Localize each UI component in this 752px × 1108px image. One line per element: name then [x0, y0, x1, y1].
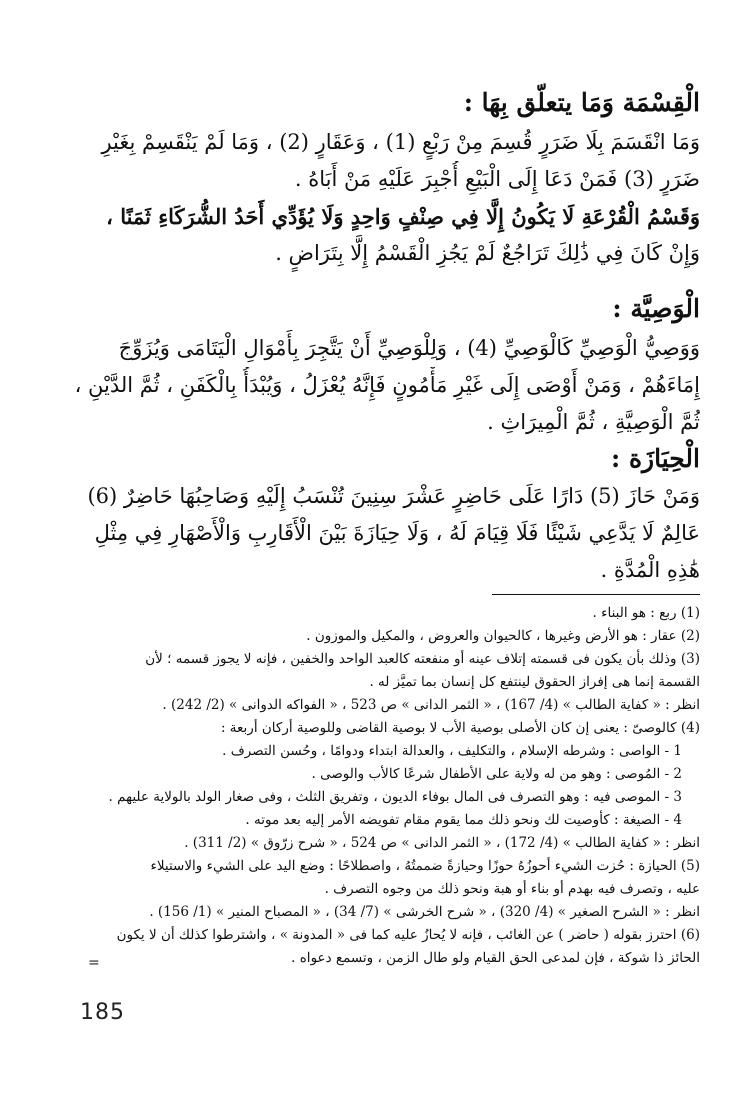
- footnote-divider: [492, 594, 700, 595]
- text-line: وَوَصِيُّ الْوَصِيِّ كَالْوَصِيِّ (4) ، وَلِلْوَصِيِّ أَنْ يَتَّجِرَ بِأَمْوَالِ الْيَتَامَى وَيُزَوِّجَ: [118, 336, 700, 360]
- footnote-reference: انظر : « الشرح الصغير » (4/ 320) ، « شرح الخرشى » (7/ 34) ، « المصباح المنير » (1/ 156) .: [149, 904, 700, 920]
- footnote-reference: انظر : « كفاية الطالب » (4/ 167) ، « الثمر الدانى » ص 523 ، « الفواكه الدوانى » (2/ 242) .: [162, 697, 700, 713]
- text-line: وَقَسْمُ الْقُرْعَةِ لَا يَكُونُ إِلَّا فِي صِنْفٍ وَاحِدٍ وَلَا يُؤَدِّي أَحَدُ الشُّرَكَاءِ ثَمَنًا ،: [106, 204, 700, 229]
- section-heading-wasiyya: الْوَصِيَّة :: [612, 294, 700, 323]
- page-number: 185: [80, 1000, 125, 1025]
- footnote-line: القسمة إنما هى إفراز الحقوق لينتفع كل إنسان بما تميَّز له .: [369, 674, 700, 690]
- footnote-line: 4 - الصيغة : كأوصيت لك ونحو ذلك مما يقوم مقام تفويضه الأمر إليه بعد موته .: [245, 812, 682, 828]
- text-line: وَإِنْ كَانَ فِي ذَٰلِكَ تَرَاجُعٌ لَمْ يَجُزِ الْقَسْمُ إِلَّا بِتَرَاضٍ .: [275, 241, 700, 265]
- text-line: وَمَا انْقَسَمَ بِلَا ضَرَرٍ قُسِمَ مِنْ رَبْعٍ (1) ، وَعَقَارٍ (2) ، وَمَا لَمْ يَنْقَسِمْ بِغَيْرِ: [101, 130, 700, 154]
- paragraph-hiyaza: [52, 478, 700, 589]
- footnote-line: (1) ربع : هو البناء .: [592, 605, 700, 621]
- paragraph-wasiyya: [52, 330, 700, 441]
- footnote-line: (6) احترز بقوله ( حاضر ) عن الغائب ، فإنه لا يُحازُ عليه كما فى « المدونة » ، واشترطوا كذلك أن لا يكون: [116, 927, 700, 943]
- text-line: عَالِمٌ لَا يَدَّعِي شَيْئًا فَلَا قِيَامَ لَهُ ، وَلَا حِيَازَةَ بَيْنَ الْأَقَارِبِ وَالْأَصْهَارِ فِي مِثْلِ: [94, 521, 700, 545]
- footnote-line: عليه ، وتصرف فيه بهدم أو بناء أو هبة ونحو ذلك من وجوه التصرف .: [324, 881, 700, 897]
- footnote-line: (3) وذلك بأن يكون فى قسمته إتلاف عينه أو منفعته كالعبد الواحد والخفين ، فإنه لا يجوز قسمه ؛ لأن: [145, 651, 700, 667]
- footnote-reference: انظر : « كفاية الطالب » (4/ 172) ، « الثمر الدانى » ص 524 ، « شرح زرّوق » (2/ 311) .: [184, 835, 700, 851]
- text-line: ضَرَرٍ (3) فَمَنْ دَعَا إِلَى الْبَيْعِ أُجْبِرَ عَلَيْهِ مَنْ أَبَاهُ .: [294, 167, 700, 191]
- footnote-line: (4) كالوصىّ : يعنى إن كان الأصلى بوصية الأب لا بوصية القاضى وللوصية أركان أربعة :: [220, 720, 700, 736]
- footnote-line: (2) عقار : هو الأرض وغيرها ، كالحيوان والعروض ، والمكيل والموزون .: [306, 628, 700, 644]
- footnote-line: 2 - المُوصى : وهو من له ولاية على الأطفال شرعًا كالأب والوصى .: [311, 766, 682, 782]
- footnote-line: 3 - الموصى فيه : وهو التصرف فى المال بوفاء الديون ، وتفريق الثلث ، وفى صغار الولد بالولاية عليهم .: [108, 789, 682, 805]
- section-heading-hiyaza: الْحِيَازَة :: [611, 444, 700, 473]
- footnote-line: (5) الحيازة : حُزت الشيء أحوزُهُ حوزًا وحيازةً ضممتُهُ ، واصطلاحًا : وضع اليد على الشيء والاستيلاء: [150, 858, 700, 874]
- text-line: هَٰذِهِ الْمُدَّةِ .: [600, 558, 700, 582]
- text-line: وَمَنْ حَازَ (5) دَارًا عَلَى حَاضِرٍ عَشْرَ سِنِينَ تُنْسَبُ إِلَيْهِ وَصَاحِبُهَا حَاضِرٌ (6): [87, 484, 700, 508]
- footnote-line: 1 - الواصى : وشرطه الإسلام ، والتكليف ، والعدالة ابتداء ودوامًا ، وحُسن التصرف .: [222, 743, 682, 759]
- paragraph-qisma: [52, 124, 700, 272]
- text-line: ثُمَّ الْوَصِيَّةِ ، ثُمَّ الْمِيرَاثِ .: [487, 410, 700, 434]
- text-line: إِمَاءَهُمْ ، وَمَنْ أَوْصَى إِلَى غَيْرِ مَأْمُونٍ فَإِنَّهُ يُعْزَلُ ، وَيُبْدَأُ بِالْكَفَنِ ، ثُمَّ الدَّيْنِ ،: [74, 373, 700, 397]
- continuation-marker: =: [88, 955, 100, 971]
- section-heading-qisma: الْقِسْمَة وَمَا يتعلّق بِهَا :: [463, 88, 700, 117]
- footnote-line: الحائز ذا شوكة ، فإن لمدعى الحق القيام ولو طال الزمن ، وتسمع دعواه .: [291, 950, 700, 966]
